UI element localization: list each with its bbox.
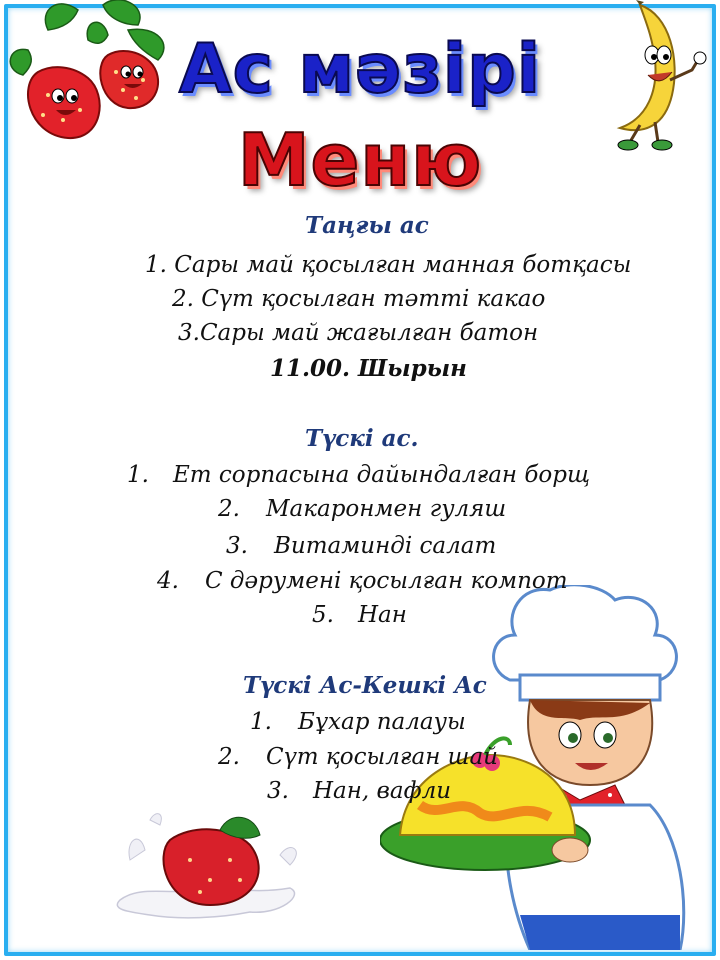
item-number: 1.	[127, 462, 149, 488]
strawberry-splash-icon	[110, 800, 310, 930]
lunch-item-2	[218, 494, 506, 524]
breakfast-item-3: 3.Сары май жағылған батон	[178, 320, 539, 346]
lunch-item-4	[157, 566, 568, 596]
item-text: С дәрумені қосылған компот	[205, 568, 568, 594]
lunch-heading: Түскі ас.	[305, 425, 419, 452]
lunch-item-3	[226, 531, 496, 561]
item-number: 5.	[312, 602, 334, 628]
snack-line: 11.00. Шырын	[270, 355, 467, 382]
dinner-item-1	[250, 707, 466, 737]
item-number: 2.	[218, 496, 240, 522]
breakfast-heading: Таңғы ас	[305, 212, 429, 239]
breakfast-item-1: 1. Сары май қосылған манная ботқасы	[145, 252, 632, 278]
item-number: 1.	[250, 709, 272, 735]
item-text: Ет сорпасына дайындалған борщ	[173, 462, 591, 488]
lunch-item-1	[127, 460, 590, 490]
menu-title-russian: Меню	[237, 118, 483, 202]
breakfast-item-2: 2. Сүт қосылған тәтті какао	[172, 286, 546, 312]
item-text: Нан, вафли	[313, 778, 452, 804]
item-text: Витаминді салат	[274, 533, 497, 559]
item-number: 3.	[267, 778, 289, 804]
item-number: 2.	[218, 744, 240, 770]
item-text: Макаронмен гуляш	[266, 496, 507, 522]
dinner-heading: Түскі Ас-Кешкі Ас	[243, 672, 487, 699]
item-text: Нан	[358, 602, 407, 628]
dinner-item-2	[218, 742, 498, 772]
item-text: Бұхар палауы	[298, 709, 466, 735]
menu-title-kazakh: Ас мәзірі	[178, 30, 542, 109]
dinner-item-3	[267, 776, 451, 806]
item-number: 3.	[226, 533, 248, 559]
item-text: Сүт қосылған шай	[266, 744, 498, 770]
item-number: 4.	[157, 568, 179, 594]
lunch-item-5	[312, 600, 407, 630]
